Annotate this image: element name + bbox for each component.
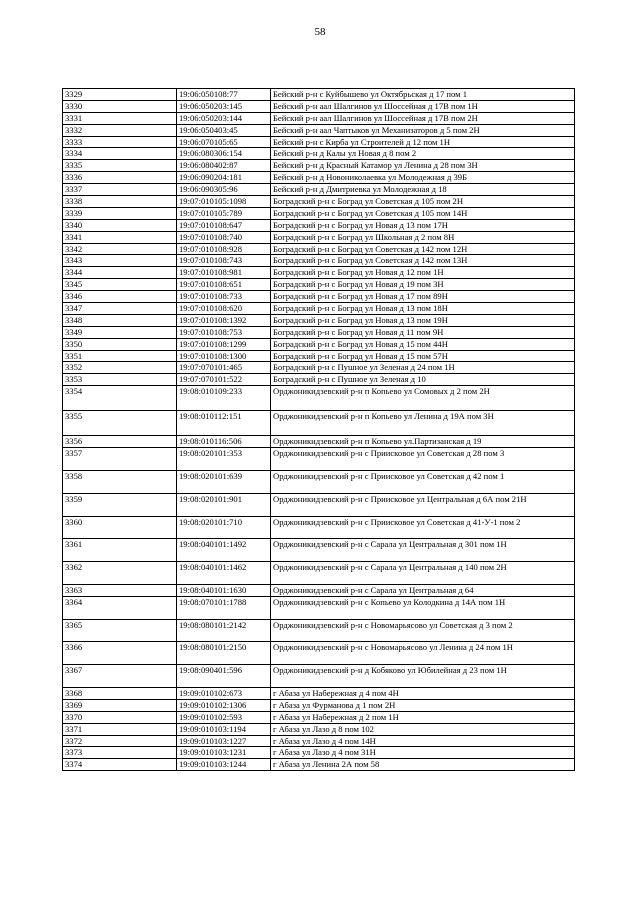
cadastral-number-cell: 19:09:010102:1306	[177, 699, 271, 711]
table-row	[63, 642, 575, 665]
row-number-cell: 3356	[63, 436, 177, 448]
address-cell: Боградский р-н с Боград ул Новая д 17 пом 89Н	[271, 291, 575, 303]
address-cell: г Абаза ул Фурманова д 1 пом 2Н	[271, 699, 575, 711]
cadastral-number-cell: 19:06:090204:181	[177, 172, 271, 184]
table-row	[63, 314, 575, 326]
page-number: 58	[314, 26, 326, 38]
cadastral-number-cell: 19:08:020101:353	[177, 448, 271, 471]
cadastral-number-cell: 19:09:010102:673	[177, 688, 271, 700]
table-row	[63, 350, 575, 362]
table-row	[63, 136, 575, 148]
row-number-cell: 3337	[63, 184, 177, 196]
cadastral-number-cell: 19:07:010105:789	[177, 207, 271, 219]
cadastral-number-cell: 19:06:070105:65	[177, 136, 271, 148]
table-row	[63, 243, 575, 255]
cadastral-number-cell: 19:07:010108:740	[177, 231, 271, 243]
table-row	[63, 619, 575, 642]
cadastral-number-cell: 19:06:050203:144	[177, 112, 271, 124]
address-cell: Орджоникидзевский р-н с Приисковое ул Советская д 28 пом 3	[271, 448, 575, 471]
address-cell: Боградский р-н с Боград ул Советская д 105 пом 2Н	[271, 196, 575, 208]
address-cell: Орджоникидзевский р-н п Копьево ул Сомовых д 2 пом 2Н	[271, 386, 575, 411]
row-number-cell: 3363	[63, 584, 177, 596]
cadastral-number-cell: 19:06:050108:77	[177, 89, 271, 101]
address-cell: Орджоникидзевский р-н д Кобяково ул Юбилейная д 23 пом 1Н	[271, 665, 575, 688]
table-row	[63, 231, 575, 243]
cadastral-number-cell: 19:07:010105:1098	[177, 196, 271, 208]
address-cell: Орджоникидзевский р-н с Сарала ул Центральная д 301 пом 1Н	[271, 539, 575, 562]
address-cell: Бейский р-н д Калы ул Новая д 8 пом 2	[271, 148, 575, 160]
row-number-cell: 3354	[63, 386, 177, 411]
row-number-cell: 3371	[63, 723, 177, 735]
cadastral-number-cell: 19:07:010108:651	[177, 279, 271, 291]
row-number-cell: 3357	[63, 448, 177, 471]
table-row	[63, 386, 575, 411]
row-number-cell: 3346	[63, 291, 177, 303]
address-cell: Боградский р-н с Боград ул Новая д 11 пом 9Н	[271, 326, 575, 338]
table-row	[63, 759, 575, 771]
row-number-cell: 3362	[63, 562, 177, 585]
cadastral-number-cell: 19:07:010108:753	[177, 326, 271, 338]
row-number-cell: 3347	[63, 303, 177, 315]
row-number-cell: 3350	[63, 338, 177, 350]
address-cell: Орджоникидзевский р-н с Приисковое ул Советская д 42 пом 1	[271, 470, 575, 493]
address-cell: Боградский р-н с Боград ул Советская д 142 пом 13Н	[271, 255, 575, 267]
address-cell: Боградский р-н с Боград ул Школьная д 2 пом 8Н	[271, 231, 575, 243]
address-cell: Бейский р-н д Дмитриевка ул Молодежная д 18	[271, 184, 575, 196]
row-number-cell: 3355	[63, 411, 177, 436]
address-cell: Орджоникидзевский р-н с Сарала ул Центральная д 64	[271, 584, 575, 596]
table-row	[63, 172, 575, 184]
address-cell: г Абаза ул Лазо д 4 пом 14Н	[271, 735, 575, 747]
cadastral-number-cell: 19:07:010108:1299	[177, 338, 271, 350]
cadastral-number-cell: 19:07:010108:733	[177, 291, 271, 303]
cadastral-number-cell: 19:08:080101:2142	[177, 619, 271, 642]
table-row	[63, 735, 575, 747]
table-row	[63, 160, 575, 172]
cadastral-number-cell: 19:09:010103:1244	[177, 759, 271, 771]
row-number-cell: 3353	[63, 374, 177, 386]
cadastral-number-cell: 19:09:010103:1231	[177, 747, 271, 759]
row-number-cell: 3364	[63, 596, 177, 619]
row-number-cell: 3359	[63, 493, 177, 516]
cadastral-number-cell: 19:06:050203:145	[177, 100, 271, 112]
cadastral-number-cell: 19:08:070101:1788	[177, 596, 271, 619]
cadastral-number-cell: 19:07:070101:522	[177, 374, 271, 386]
table-row	[63, 326, 575, 338]
address-cell: г Абаза ул Ленина 2А пом 58	[271, 759, 575, 771]
row-number-cell: 3365	[63, 619, 177, 642]
table-row	[63, 374, 575, 386]
table-row	[63, 112, 575, 124]
address-cell: г Абаза ул Лазо д 8 пом 102	[271, 723, 575, 735]
address-cell: Бейский р-н с Кирба ул Строителей д 12 пом 1Н	[271, 136, 575, 148]
row-number-cell: 3342	[63, 243, 177, 255]
row-number-cell: 3358	[63, 470, 177, 493]
table-row	[63, 148, 575, 160]
address-cell: Боградский р-н с Боград ул Новая д 15 пом 44Н	[271, 338, 575, 350]
row-number-cell: 3367	[63, 665, 177, 688]
address-cell: г Абаза ул Набережная д 4 пом 4Н	[271, 688, 575, 700]
table-row	[63, 584, 575, 596]
row-number-cell: 3344	[63, 267, 177, 279]
row-number-cell: 3369	[63, 699, 177, 711]
address-cell: Орджоникидзевский р-н п Копьево ул.Партизанская д 19	[271, 436, 575, 448]
table-row	[63, 665, 575, 688]
row-number-cell: 3343	[63, 255, 177, 267]
cadastral-number-cell: 19:06:090305:96	[177, 184, 271, 196]
row-number-cell: 3373	[63, 747, 177, 759]
table-row	[63, 436, 575, 448]
cadastral-number-cell: 19:09:010103:1194	[177, 723, 271, 735]
cadastral-number-cell: 19:08:090401:596	[177, 665, 271, 688]
cadastral-number-cell: 19:08:040101:1492	[177, 539, 271, 562]
row-number-cell: 3345	[63, 279, 177, 291]
cadastral-number-cell: 19:06:080402:87	[177, 160, 271, 172]
table-row	[63, 291, 575, 303]
row-number-cell: 3349	[63, 326, 177, 338]
row-number-cell: 3368	[63, 688, 177, 700]
table-row	[63, 267, 575, 279]
row-number-cell: 3329	[63, 89, 177, 101]
row-number-cell: 3348	[63, 314, 177, 326]
address-cell: Орджоникидзевский р-н с Новомарьясово ул Ленина д 24 пом 1Н	[271, 642, 575, 665]
cadastral-number-cell: 19:07:010108:928	[177, 243, 271, 255]
address-cell: Боградский р-н с Боград ул Советская д 142 пом 12Н	[271, 243, 575, 255]
cadastral-number-cell: 19:07:010108:1392	[177, 314, 271, 326]
address-cell: Орджоникидзевский р-н с Приисковое ул Советская д 41-У-1 пом 2	[271, 516, 575, 539]
address-cell: Орджоникидзевский р-н п Копьево ул Ленина д 19А пом 3Н	[271, 411, 575, 436]
address-cell: Боградский р-н с Боград ул Новая д 19 пом 3Н	[271, 279, 575, 291]
address-cell: Бейский р-н д Красный Катамор ул Ленина д 28 пом 3Н	[271, 160, 575, 172]
cadastral-number-cell: 19:08:020101:710	[177, 516, 271, 539]
table-row	[63, 255, 575, 267]
row-number-cell: 3330	[63, 100, 177, 112]
table-row	[63, 303, 575, 315]
row-number-cell: 3338	[63, 196, 177, 208]
table-row	[63, 196, 575, 208]
cadastral-number-cell: 19:07:010108:743	[177, 255, 271, 267]
table-row	[63, 470, 575, 493]
address-cell: Орджоникидзевский р-н с Копьево ул Колодкина д 14А пом 1Н	[271, 596, 575, 619]
cadastral-number-cell: 19:08:020101:639	[177, 470, 271, 493]
property-registry-table	[62, 88, 575, 771]
table-row	[63, 516, 575, 539]
table-row	[63, 711, 575, 723]
row-number-cell: 3372	[63, 735, 177, 747]
address-cell: Бейский р-н с Куйбышево ул Октябрьская д 17 пом 1	[271, 89, 575, 101]
cadastral-number-cell: 19:08:020101:901	[177, 493, 271, 516]
table-row	[63, 184, 575, 196]
table-row	[63, 100, 575, 112]
cadastral-number-cell: 19:08:010116:506	[177, 436, 271, 448]
row-number-cell: 3331	[63, 112, 177, 124]
table-row	[63, 89, 575, 101]
cadastral-number-cell: 19:07:010108:647	[177, 219, 271, 231]
address-cell: Бейский р-н д Новониколаевка ул Молодежная д 39Б	[271, 172, 575, 184]
table-row	[63, 124, 575, 136]
table-row	[63, 219, 575, 231]
address-cell: Боградский р-н с Боград ул Советская д 105 пом 14Н	[271, 207, 575, 219]
address-cell: Бейский р-н аал Шалгинов ул Шоссейная д 17В пом 1Н	[271, 100, 575, 112]
row-number-cell: 3361	[63, 539, 177, 562]
row-number-cell: 3339	[63, 207, 177, 219]
row-number-cell: 3332	[63, 124, 177, 136]
cadastral-number-cell: 19:08:010109:233	[177, 386, 271, 411]
cadastral-number-cell: 19:08:010112:151	[177, 411, 271, 436]
address-cell: Бейский р-н аал Шалгинов ул Шоссейная д 17В пом 2Н	[271, 112, 575, 124]
table-row	[63, 596, 575, 619]
address-cell: г Абаза ул Лазо д 4 пом 31Н	[271, 747, 575, 759]
cadastral-number-cell: 19:07:010108:1300	[177, 350, 271, 362]
row-number-cell: 3352	[63, 362, 177, 374]
row-number-cell: 3333	[63, 136, 177, 148]
address-cell: Орджоникидзевский р-н с Сарала ул Центральная д 140 пом 2Н	[271, 562, 575, 585]
cadastral-number-cell: 19:06:080306:154	[177, 148, 271, 160]
address-cell: Орджоникидзевский р-н с Новомарьясово ул Советская д 3 пом 2	[271, 619, 575, 642]
row-number-cell: 3340	[63, 219, 177, 231]
cadastral-number-cell: 19:08:040101:1462	[177, 562, 271, 585]
row-number-cell: 3334	[63, 148, 177, 160]
row-number-cell: 3374	[63, 759, 177, 771]
cadastral-number-cell: 19:06:050403:45	[177, 124, 271, 136]
address-cell: Боградский р-н с Боград ул Новая д 12 пом 1Н	[271, 267, 575, 279]
address-cell: г Абаза ул Набережная д 2 пом 1Н	[271, 711, 575, 723]
table-row	[63, 448, 575, 471]
row-number-cell: 3370	[63, 711, 177, 723]
table-row	[63, 362, 575, 374]
cadastral-number-cell: 19:07:010108:981	[177, 267, 271, 279]
cadastral-number-cell: 19:09:010102:593	[177, 711, 271, 723]
table-row	[63, 207, 575, 219]
address-cell: Боградский р-н с Пушное ул Зеленая д 10	[271, 374, 575, 386]
address-cell: Боградский р-н с Боград ул Новая д 13 пом 19Н	[271, 314, 575, 326]
cadastral-number-cell: 19:08:080101:2150	[177, 642, 271, 665]
table-row	[63, 411, 575, 436]
row-number-cell: 3360	[63, 516, 177, 539]
row-number-cell: 3366	[63, 642, 177, 665]
row-number-cell: 3351	[63, 350, 177, 362]
address-cell: Бейский р-н аал Чаптыков ул Механизаторов д 5 пом 2Н	[271, 124, 575, 136]
cadastral-number-cell: 19:07:010108:620	[177, 303, 271, 315]
address-cell: Орджоникидзевский р-н с Приисковое ул Центральная д 6А пом 21Н	[271, 493, 575, 516]
table-row	[63, 723, 575, 735]
table-row	[63, 562, 575, 585]
address-cell: Боградский р-н с Боград ул Новая д 13 пом 17Н	[271, 219, 575, 231]
table-row	[63, 279, 575, 291]
address-cell: Боградский р-н с Боград ул Новая д 13 пом 18Н	[271, 303, 575, 315]
address-cell: Боградский р-н с Боград ул Новая д 15 пом 57Н	[271, 350, 575, 362]
table-row	[63, 747, 575, 759]
table-row	[63, 338, 575, 350]
cadastral-number-cell: 19:07:070101:465	[177, 362, 271, 374]
address-cell: Боградский р-н с Пушное ул Зеленая д 24 пом 1Н	[271, 362, 575, 374]
cadastral-number-cell: 19:08:040101:1630	[177, 584, 271, 596]
row-number-cell: 3335	[63, 160, 177, 172]
row-number-cell: 3341	[63, 231, 177, 243]
table-row	[63, 688, 575, 700]
table-row	[63, 493, 575, 516]
row-number-cell: 3336	[63, 172, 177, 184]
table-body	[63, 89, 575, 771]
table-row	[63, 539, 575, 562]
table-row	[63, 699, 575, 711]
cadastral-number-cell: 19:09:010103:1227	[177, 735, 271, 747]
